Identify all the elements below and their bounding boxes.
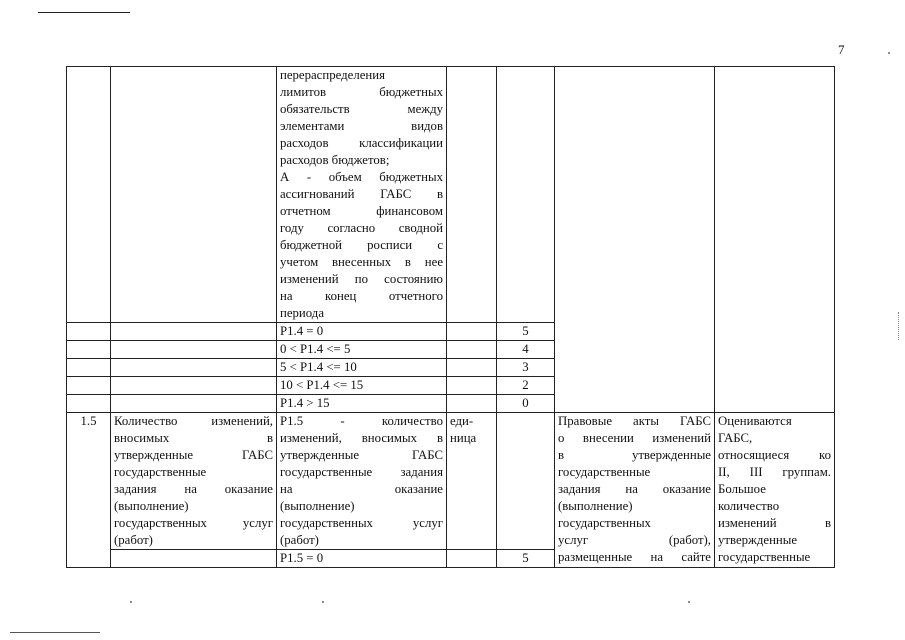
formula-line: (работ) (280, 533, 319, 547)
unit-cell (447, 413, 497, 550)
score-points: 3 (497, 359, 555, 377)
formula-line: отчетном финансовом (280, 204, 443, 218)
footer-rule (10, 632, 100, 633)
source-line: размещенные на сайте (558, 550, 711, 564)
formula-line: на оказание (280, 482, 443, 496)
formula-line: элементами видов (280, 119, 443, 133)
formula-line: обязательств между (280, 102, 443, 116)
formula-line: государственных услуг (280, 516, 443, 530)
formula-line: ассигнований ГАБС в (280, 187, 443, 201)
scan-speck (322, 601, 324, 603)
row-number: 1.5 (67, 413, 111, 568)
score-condition: P1.5 = 0 (277, 550, 447, 568)
score-points: 5 (497, 323, 555, 341)
comment-line: относящиеся ко (718, 448, 831, 462)
formula-line: расходов классификации (280, 136, 443, 150)
indicator-cell (111, 413, 277, 550)
formula-cell (277, 67, 447, 323)
formula-line: периода (280, 306, 324, 320)
formula-line: P1.5 - количество (280, 414, 443, 428)
score-condition: 0 < P1.4 <= 5 (277, 341, 447, 359)
formula-cell (277, 413, 447, 550)
continuation-row (67, 67, 835, 323)
formula-line: А - объем бюджетных (280, 170, 443, 184)
formula-line: расходов бюджетов; (280, 153, 390, 167)
indicator-cell (111, 67, 277, 323)
indicator-line: вносимых в (114, 431, 273, 445)
formula-line: лимитов бюджетных (280, 85, 443, 99)
score-points: 5 (497, 550, 555, 568)
source-cell (555, 413, 715, 568)
unit-line: ница (450, 431, 477, 445)
source-line: государственных (558, 516, 651, 530)
points-cell (497, 67, 555, 323)
comment-line: Оцениваются (718, 414, 792, 428)
comment-cell (715, 67, 835, 413)
criterion-row-1-5 (67, 413, 835, 550)
formula-line: изменений по состоянию (280, 272, 443, 286)
indicator-line: Количество изменений, (114, 414, 273, 428)
unit-line: еди- (450, 414, 474, 428)
scan-speck (130, 601, 132, 603)
indicator-line: (выполнение) (114, 499, 189, 513)
comment-line: государственные (718, 550, 811, 564)
formula-line: бюджетной росписи с (280, 238, 443, 252)
comment-line: ГАБС, (718, 431, 753, 445)
formula-line: (выполнение) (280, 499, 355, 513)
score-condition: 10 < P1.4 <= 15 (277, 377, 447, 395)
formula-line: на конец отчетного (280, 289, 443, 303)
formula-line: перераспределения (280, 68, 385, 82)
score-points: 0 (497, 395, 555, 413)
source-line: задания на оказание (558, 482, 711, 496)
source-line: в утвержденные (558, 448, 711, 462)
score-points: 4 (497, 341, 555, 359)
unit-cell (447, 67, 497, 323)
formula-line: утвержденные ГАБС (280, 448, 443, 462)
source-line: (выполнение) (558, 499, 633, 513)
number-cell (67, 67, 111, 323)
source-line: о внесении изменений (558, 431, 711, 445)
source-line: государственные (558, 465, 651, 479)
source-cell (555, 67, 715, 413)
scan-speck (688, 601, 690, 603)
indicator-line: (работ) (114, 533, 153, 547)
formula-line: году согласно сводной (280, 221, 443, 235)
source-line: услуг (работ), (558, 533, 711, 547)
indicator-line: государственные (114, 465, 207, 479)
score-condition: P1.4 = 0 (277, 323, 447, 341)
formula-line: государственные задания (280, 465, 443, 479)
comment-line: Большое (718, 482, 766, 496)
indicator-line: государственных услуг (114, 516, 273, 530)
score-condition: P1.4 > 15 (277, 395, 447, 413)
comment-cell (715, 413, 835, 568)
comment-line: утвержденные (718, 533, 798, 547)
indicator-line: утвержденные ГАБС (114, 448, 273, 462)
score-points: 2 (497, 377, 555, 395)
scan-margin-marks (898, 312, 901, 340)
points-cell (497, 413, 555, 550)
indicator-line: задания на оказание (114, 482, 273, 496)
comment-line: количество (718, 499, 780, 513)
score-condition: 5 < P1.4 <= 10 (277, 359, 447, 377)
comment-line: изменений в (718, 516, 831, 530)
criteria-table (66, 66, 835, 568)
source-line: Правовые акты ГАБС (558, 414, 711, 428)
formula-line: изменений, вносимых в (280, 431, 443, 445)
comment-line: II, III группам. (718, 465, 831, 479)
formula-line: учетом внесенных в нее (280, 255, 443, 269)
page-number: 7 (838, 42, 845, 57)
header-rule (38, 12, 130, 13)
scan-speck (888, 52, 890, 54)
